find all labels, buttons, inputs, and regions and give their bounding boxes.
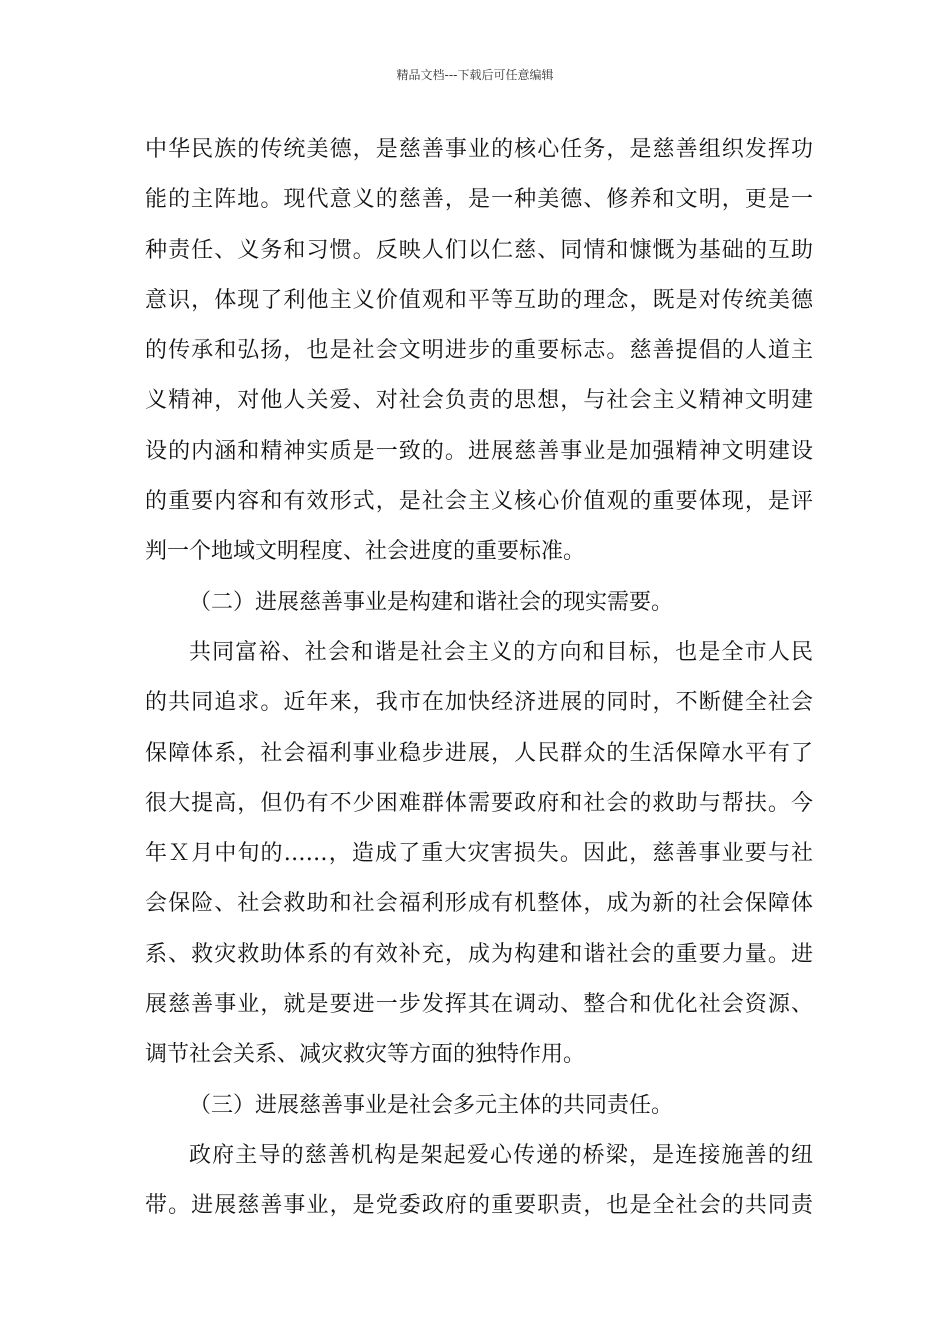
page-header: 精品文档---下载后可任意编辑 — [396, 68, 554, 82]
body-line: 种责任、义务和习惯。反映人们以仁慈、同情和慷慨为基础的互助 — [145, 237, 813, 263]
body-line: 调节社会关系、减灾救灾等方面的独特作用。 — [145, 1042, 586, 1068]
body-line: 很大提高，但仍有不少困难群体需要政府和社会的救助与帮扶。今 — [145, 790, 813, 816]
body-line: 政府主导的慈善机构是架起爱心传递的桥梁，是连接施善的纽 — [189, 1142, 813, 1168]
body-line: 设的内涵和精神实质是一致的。进展慈善事业是加强精神文明建设 — [145, 438, 813, 464]
body-line: 意识，体现了利他主义价值观和平等互助的理念，既是对传统美德 — [145, 287, 813, 313]
body-line: 义精神，对他人关爱、对社会负责的思想，与社会主义精神文明建 — [145, 388, 813, 414]
body-line: 年Ｘ月中旬的……，造成了重大灾害损失。因此，慈善事业要与社 — [145, 841, 813, 867]
body-line: 判一个地域文明程度、社会进度的重要标准。 — [145, 539, 586, 565]
body-line: 带。进展慈善事业，是党委政府的重要职责，也是全社会的共同责 — [145, 1193, 813, 1219]
body-line: 共同富裕、社会和谐是社会主义的方向和目标，也是全市人民 — [189, 639, 813, 665]
body-line: 能的主阵地。现代意义的慈善，是一种美德、修养和文明，更是一 — [145, 187, 813, 213]
section-heading: （二）进展慈善事业是构建和谐社会的现实需要。 — [189, 589, 674, 615]
body-line: 的重要内容和有效形式，是社会主义核心价值观的重要体现，是评 — [145, 489, 813, 515]
body-line: 系、救灾救助体系的有效补充，成为构建和谐社会的重要力量。进 — [145, 941, 813, 967]
body-line: 保障体系，社会福利事业稳步进展，人民群众的生活保障水平有了 — [145, 740, 813, 766]
section-heading: （三）进展慈善事业是社会多元主体的共同责任。 — [189, 1092, 674, 1118]
document-body — [145, 125, 813, 1232]
body-line: 中华民族的传统美德，是慈善事业的核心任务，是慈善组织发挥功 — [145, 137, 813, 162]
body-line: 的共同追求。近年来，我市在加快经济进展的同时，不断健全社会 — [145, 690, 813, 716]
body-line: 展慈善事业，就是要进一步发挥其在调动、整合和优化社会资源、 — [145, 992, 813, 1018]
body-line: 会保险、社会救助和社会福利形成有机整体，成为新的社会保障体 — [145, 891, 813, 917]
body-line: 的传承和弘扬，也是社会文明进步的重要标志。慈善提倡的人道主 — [145, 338, 813, 364]
